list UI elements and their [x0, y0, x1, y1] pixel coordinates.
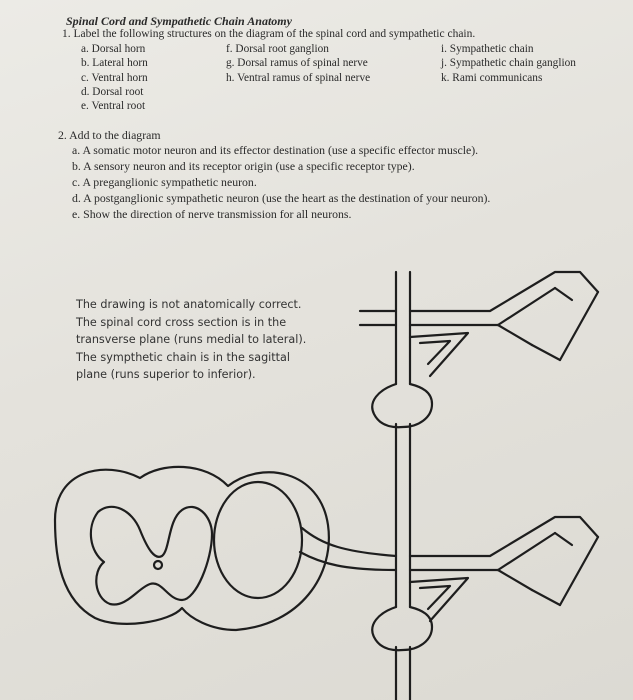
gray-matter [91, 507, 212, 605]
lower-rami-communicantes [410, 578, 468, 621]
label-g: g. Dorsal ramus of spinal nerve [226, 57, 368, 70]
chain-ganglion-lower [372, 607, 432, 650]
note-line: The drawing is not anatomically correct. [76, 298, 302, 311]
central-canal [154, 561, 162, 569]
spinal-nerve-roots [300, 528, 396, 570]
label-e: e. Ventral root [81, 100, 146, 113]
label-h: h. Ventral ramus of spinal nerve [226, 71, 371, 84]
note-line: transverse plane (runs medial to lateral). [76, 333, 307, 347]
chain-ganglion-upper [372, 384, 432, 427]
label-k: k. Rami communicans [441, 71, 543, 84]
label-i: i. Sympathetic chain [441, 43, 534, 55]
note-line: plane (runs superior to inferior). [76, 368, 256, 382]
q2-item-b: b. A sensory neuron and its receptor origin (use a specific receptor type). [72, 159, 415, 173]
label-b: b. Lateral horn [81, 57, 148, 70]
q2-item-c: c. A preganglionic sympathetic neuron. [72, 175, 257, 189]
spinal-cord-outline [55, 467, 329, 630]
note-line: The sympthetic chain is in the sagittal [76, 350, 291, 364]
label-f: f. Dorsal root ganglion [226, 43, 329, 55]
label-c: c. Ventral horn [81, 71, 148, 84]
worksheet-title: Spinal Cord and Sympathetic Chain Anatomy [66, 14, 292, 28]
q2-item-d: d. A postganglionic sympathetic neuron (use the heart as the destination of your neuron). [72, 191, 491, 205]
sympathetic-chain [396, 272, 410, 700]
q2-item-e: e. Show the direction of nerve transmission for all neurons. [72, 207, 352, 221]
label-j: j. Sympathetic chain ganglion [441, 57, 576, 70]
lower-spinal-nerve [410, 517, 598, 605]
label-d: d. Dorsal root [81, 85, 144, 98]
note-line: The spinal cord cross section is in the [76, 315, 287, 329]
upper-rami-communicantes [410, 333, 468, 376]
q1-instruction: 1. Label the following structures on the diagram of the spinal cord and sympathetic chain. [62, 28, 476, 40]
q2-instruction: 2. Add to the diagram [58, 128, 161, 142]
dorsal-root-ganglion [214, 482, 302, 598]
label-a: a. Dorsal horn [81, 43, 146, 55]
q2-item-a: a. A somatic motor neuron and its effector destination (use a specific effector muscle). [72, 143, 479, 157]
